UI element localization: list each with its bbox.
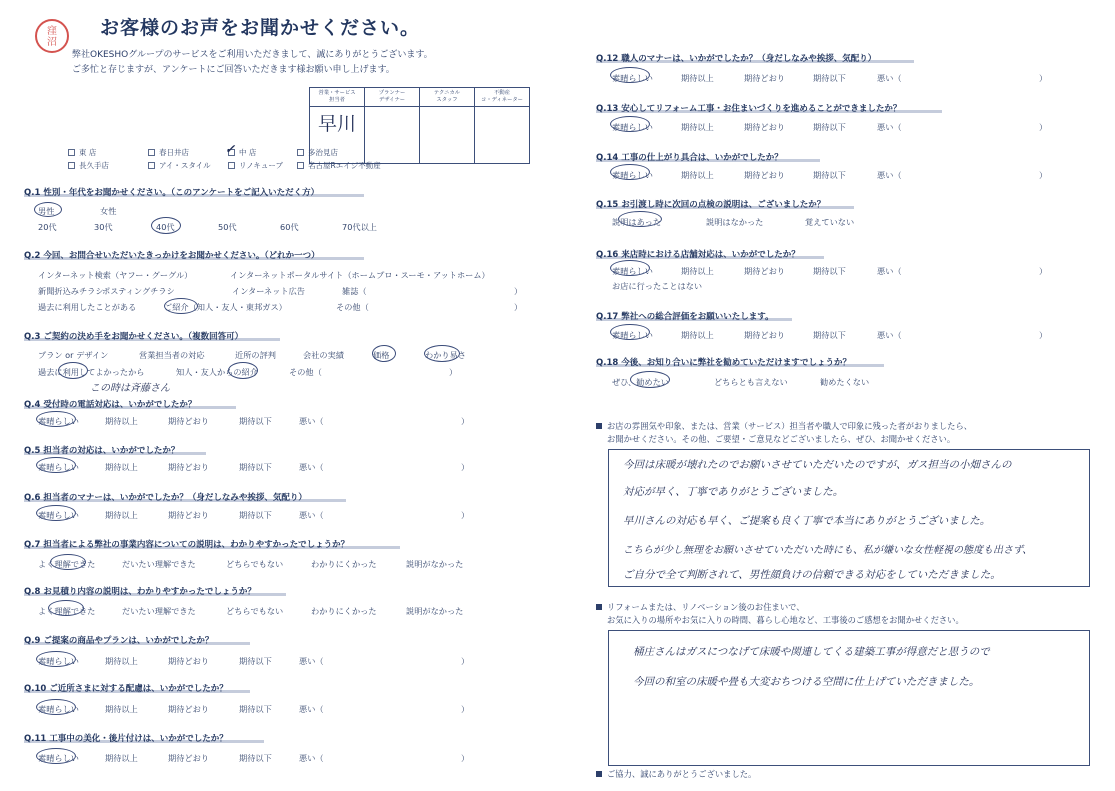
option[interactable]: 期待以上 (681, 170, 714, 180)
handwritten-line: ご自分で全て判断されて、男性顔負けの信頼できる対応をしていただきました。 (623, 569, 1001, 581)
option[interactable]: 素晴らしい (612, 73, 653, 83)
answer-circle (36, 457, 76, 473)
option: ） (449, 367, 458, 377)
answer-circle (164, 298, 198, 314)
staff-header: 不動産 コ・ディネーター (475, 88, 530, 107)
answer-circle (36, 651, 76, 667)
option[interactable]: 期待以上 (681, 330, 714, 340)
option[interactable]: 悪い（ (877, 330, 902, 340)
q17-options (612, 330, 1047, 341)
option[interactable]: 素晴らしい (38, 704, 79, 714)
option: ） (461, 462, 470, 472)
option: ） (514, 302, 523, 312)
q10-label: Q.10 ご近所さまに対する配慮は、いかがでしたか？ (24, 684, 228, 694)
option[interactable]: ご紹介（知人・友人・東邦ガス） (164, 302, 287, 312)
q6-options (38, 510, 469, 521)
intro-line-1: 弊社OKESHOグループのサービスをご利用いただきまして、誠にありがとうございます。 (72, 50, 433, 60)
option[interactable]: 悪い（ (877, 122, 902, 132)
option: ） (1039, 73, 1048, 83)
option[interactable]: 悪い（ (299, 656, 324, 666)
option[interactable]: 悪い（ (299, 704, 324, 714)
option[interactable]: わかり易さ (425, 350, 466, 360)
option[interactable]: 期待以下 (813, 170, 846, 180)
option: ） (461, 416, 470, 426)
q13-options (612, 122, 1047, 133)
option[interactable]: 60代 (280, 222, 299, 232)
q16-label: Q.16 来店時における店舗対応は、いかがでしたか？ (596, 250, 800, 260)
store-option[interactable]: 東 店 (68, 147, 148, 158)
answer-circle (36, 411, 76, 427)
option[interactable]: わかりにくかった (311, 606, 377, 616)
store-option[interactable]: 中 店 (228, 147, 297, 158)
option[interactable]: 近所の評判 (235, 350, 276, 360)
answer-circle (610, 67, 650, 83)
option[interactable]: 説明はあった (612, 217, 662, 227)
option[interactable]: 雑誌（ (342, 286, 367, 296)
option[interactable]: 期待どおり (168, 753, 209, 763)
q4-label: Q.4 受付時の電話対応は、いかがでしたか？ (24, 400, 197, 410)
answer-circle (48, 600, 84, 616)
option[interactable]: プラン or デザイン (38, 350, 109, 360)
staff-value-sales[interactable]: 早川 (310, 107, 365, 164)
option[interactable]: 素晴らしい (612, 122, 653, 132)
staff-value-technical[interactable] (420, 107, 475, 164)
option[interactable]: インターネットポータルサイト（ホームプロ・スーモ・アットホーム） (230, 270, 490, 280)
option[interactable]: 素晴らしい (612, 330, 653, 340)
answer-circle (36, 699, 76, 715)
handwritten-note: この時は斉藤さん (90, 383, 170, 394)
answer-circle (630, 371, 670, 388)
handwritten-line: 早川さんの対応も早く、ご提案も良く丁寧で本当にありがとうございました。 (623, 515, 991, 527)
store-stamp: 窪 沼 (35, 19, 69, 53)
option[interactable]: 説明がなかった (406, 559, 464, 569)
store-option[interactable]: 長久手店 (68, 160, 148, 171)
store-row-2 (68, 160, 381, 171)
q14-label: Q.14 工事の仕上がり具合は、いかがでしたか？ (596, 153, 783, 163)
option[interactable]: 悪い（ (299, 510, 324, 520)
option[interactable]: インターネット検索（ヤフー・グーグル） (38, 270, 193, 280)
option[interactable]: 営業担当者の対応 (139, 350, 205, 360)
answer-circle (34, 202, 62, 217)
q1-label: Q.1 性別・年代をお聞かせください。（このアンケートをご記入いただく方） (24, 188, 320, 198)
q2-line-1 (38, 270, 490, 281)
option[interactable]: 期待どおり (744, 73, 785, 83)
option[interactable]: どちらとも言えない (714, 377, 788, 387)
answer-circle (610, 324, 650, 340)
option[interactable]: 悪い（ (299, 753, 324, 763)
answer-circle (610, 116, 650, 132)
option[interactable]: 期待以下 (239, 704, 272, 714)
option[interactable]: 期待以上 (681, 73, 714, 83)
answer-circle (36, 748, 76, 764)
option[interactable]: 女性 (100, 206, 117, 216)
option[interactable]: よく理解できた (38, 606, 96, 616)
answer-circle (610, 164, 650, 180)
option[interactable]: 悪い（ (877, 266, 902, 276)
staff-value-realestate[interactable] (475, 107, 530, 164)
q16-extra (612, 281, 702, 292)
option[interactable]: ポスティングチラシ (102, 286, 175, 296)
option[interactable]: 期待どおり (744, 170, 785, 180)
option[interactable]: 素晴らしい (38, 510, 79, 520)
answer-circle (50, 554, 86, 570)
handwritten-line: 桶庄さんはガスにつなげて床暖や関連してくる建築工事が得意だと思うので (633, 646, 990, 658)
q7-label: Q.7 担当者による弊社の事業内容についての説明は、わかりやすかったでしょうか？ (24, 540, 350, 550)
option[interactable]: 素晴らしい (38, 416, 79, 426)
q18-label: Q.18 今後、お知り合いに弊社を勧めていただけますでしょうか？ (596, 358, 852, 368)
option[interactable]: お店に行ったことはない (612, 281, 703, 291)
option[interactable]: 20代 (38, 222, 57, 232)
q1-ages (38, 222, 377, 233)
option[interactable]: 過去に利用してよかったから (38, 367, 145, 377)
comment-2-box[interactable] (608, 630, 1090, 766)
option[interactable]: 悪い（ (877, 170, 902, 180)
q3-label: Q.3 ご契約の決め手をお聞かせください。（複数回答可） (24, 332, 244, 342)
staff-value-planner[interactable] (365, 107, 420, 164)
option: ） (514, 286, 523, 296)
answer-circle (618, 211, 662, 227)
store-option[interactable]: リノキューブ (228, 160, 297, 171)
store-option[interactable]: アイ・スタイル (148, 160, 228, 171)
q8-label: Q.8 お見積り内容の説明は、わかりやすかったでしょうか？ (24, 587, 256, 597)
answer-circle (424, 345, 460, 362)
q4-options (38, 416, 469, 427)
q14-options (612, 170, 1047, 181)
option[interactable]: その他（ (289, 367, 322, 377)
option[interactable]: その他（ (336, 302, 369, 312)
option[interactable]: 素晴らしい (612, 266, 653, 276)
q12-label: Q.12 職人のマナーは、いかがでしたか？（身だしなみや挨拶、気配り） (596, 54, 877, 64)
answer-circle (36, 505, 76, 521)
q17-label: Q.17 弊社への総合評価をお願いいたします。 (596, 312, 774, 322)
store-option[interactable]: 春日井店 (148, 147, 228, 158)
q11-options (38, 753, 469, 764)
handwritten-line: 今回は床暖が壊れたのでお願いさせていただいたのですが、ガス担当の小畑さんの (623, 459, 1012, 471)
q5-options (38, 462, 469, 473)
q11-label: Q.11 工事中の美化・後片付けは、いかがでしたか？ (24, 734, 228, 744)
option[interactable]: 価格 (373, 350, 390, 360)
option: ） (461, 656, 470, 666)
option[interactable]: だいたい理解できた (122, 559, 196, 569)
q8-options (38, 606, 463, 617)
q9-options (38, 656, 469, 667)
option[interactable]: 素晴らしい (38, 462, 79, 472)
comment-1-box[interactable] (608, 449, 1090, 587)
option[interactable]: 悪い（ (299, 416, 324, 426)
q2-line-2 (38, 286, 522, 297)
option[interactable]: 素晴らしい (38, 753, 79, 763)
option[interactable]: だいたい理解できた (122, 606, 196, 616)
option[interactable]: 期待以下 (239, 656, 272, 666)
option[interactable]: 説明はなかった (706, 217, 764, 227)
option[interactable]: 期待どおり (168, 510, 209, 520)
option[interactable]: 勧めたくない (820, 377, 870, 387)
option[interactable]: 過去に利用したことがある (38, 302, 137, 312)
option[interactable]: 期待以上 (681, 266, 714, 276)
option[interactable]: 期待以下 (813, 330, 846, 340)
option[interactable]: インターネット広告 (232, 286, 305, 296)
staff-header: テクニカル スタッフ (420, 88, 475, 107)
q2-line-3 (38, 302, 522, 313)
option[interactable]: 期待以下 (813, 122, 846, 132)
option[interactable]: 期待どおり (168, 462, 209, 472)
option[interactable]: 期待どおり (744, 330, 785, 340)
intro-line-2: ご多忙と存じますが、アンケートにご回答いただきます様お願い申し上げます。 (72, 65, 395, 75)
staff-header: プランナー デザイナー (365, 88, 420, 107)
q16-options (612, 266, 1047, 277)
q12-options (612, 73, 1047, 84)
answer-circle (58, 362, 88, 379)
option[interactable]: 期待以下 (239, 753, 272, 763)
q10-options (38, 704, 469, 715)
q13-label: Q.13 安心してリフォーム工事・お住まいづくりを進めることができましたか？ (596, 104, 902, 114)
handwritten-line: 対応が早く、丁寧でありがとうございました。 (623, 486, 844, 498)
q2-label: Q.2 今回、お問合せいただいたきっかけをお聞かせください。（どれか一つ） (24, 251, 320, 261)
staff-table (309, 87, 530, 164)
option[interactable]: 期待以上 (105, 753, 138, 763)
q3-line-1 (38, 350, 466, 361)
q5-label: Q.5 担当者の対応は、いかがでしたか？ (24, 446, 180, 456)
handwritten-line: こちらが少し無理をお願いさせていただいた時にも、私が嫌いな女性軽視の態度も出さず、 (623, 545, 1033, 556)
answer-circle (610, 260, 650, 276)
option[interactable]: 期待以上 (681, 122, 714, 132)
option: ） (1039, 170, 1048, 180)
q7-options (38, 559, 463, 570)
option[interactable]: 覚えていない (805, 217, 855, 227)
option[interactable]: どちらでもない (226, 606, 284, 616)
option[interactable]: 悪い（ (877, 73, 902, 83)
option[interactable]: 期待以下 (239, 462, 272, 472)
answer-circle (372, 345, 396, 362)
q15-label: Q.15 お引渡し時に次回の点検の説明は、ございましたか？ (596, 200, 826, 210)
handwritten-line: 今回の和室の床暖や畳も大変おちつける空間に仕上げていただきました。 (633, 676, 980, 688)
option[interactable]: 素晴らしい (612, 170, 653, 180)
store-row-1 (68, 147, 338, 158)
store-option[interactable]: 多治見店 (297, 147, 338, 158)
staff-header: 営業・サービス 担当者 (310, 88, 365, 107)
option[interactable]: ぜひ、勧めたい (612, 377, 669, 387)
option[interactable]: 期待以上 (105, 462, 138, 472)
option[interactable]: 素晴らしい (38, 656, 79, 666)
option: ） (1039, 122, 1048, 132)
option[interactable]: 男性 (38, 206, 55, 216)
option[interactable]: 30代 (94, 222, 113, 232)
option[interactable]: 期待以下 (813, 266, 846, 276)
option: ） (1039, 330, 1048, 340)
check-mark: ✓ (225, 142, 236, 156)
option: ） (461, 510, 470, 520)
option[interactable]: 期待以上 (105, 416, 138, 426)
option[interactable]: 期待どおり (168, 656, 209, 666)
option[interactable]: よく理解できた (38, 559, 96, 569)
comment-1-prompt: お店の雰囲気や印象、または、営業（サービス）担当者や職人で印象に残った者がおりましたら、 お聞かせください。その他、ご要望・ご意見などございましたら、ぜひ、お聞かせください。 (596, 420, 972, 446)
option: ） (461, 704, 470, 714)
option[interactable]: どちらでもない (226, 559, 284, 569)
option[interactable]: 期待どおり (168, 416, 209, 426)
option[interactable]: 新聞折込みチラシ (38, 286, 104, 296)
answer-circle (151, 217, 181, 234)
option[interactable]: 期待以下 (813, 73, 846, 83)
option[interactable]: わかりにくかった (311, 559, 377, 569)
option[interactable]: 40代 (156, 222, 175, 232)
option[interactable]: 悪い（ (299, 462, 324, 472)
option[interactable]: 70代以上 (342, 222, 377, 232)
store-option[interactable]: 名古屋Rエイジ不動産 (297, 160, 381, 171)
q6-label: Q.6 担当者のマナーは、いかがでしたか？（身だしなみや挨拶、気配り） (24, 493, 307, 503)
footer-thanks: ご協力、誠にありがとうございました。 (596, 768, 756, 781)
option[interactable]: 期待以上 (105, 656, 138, 666)
page-title: お客様のお声をお聞かせください。 (100, 17, 421, 39)
option: ） (1039, 266, 1048, 276)
option[interactable]: 期待以下 (239, 416, 272, 426)
q9-label: Q.9 ご提案の商品やプランは、いかがでしたか？ (24, 636, 214, 646)
option[interactable]: 期待以上 (105, 510, 138, 520)
option[interactable]: 期待以上 (105, 704, 138, 714)
option[interactable]: 期待どおり (168, 704, 209, 714)
option[interactable]: 説明がなかった (406, 606, 464, 616)
option[interactable]: 知人・友人からの紹介 (176, 367, 258, 377)
option[interactable]: 期待どおり (744, 266, 785, 276)
option[interactable]: 50代 (218, 222, 237, 232)
option: ） (461, 753, 470, 763)
comment-2-prompt: リフォームまたは、リノベーション後のお住まいで、 お気に入りの場所やお気に入りの時間、暮らし心地など、工事後のご感想をお聞かせください。 (596, 601, 964, 627)
option[interactable]: 会社の実績 (303, 350, 344, 360)
answer-circle (228, 362, 258, 379)
option[interactable]: 期待以下 (239, 510, 272, 520)
option[interactable]: 期待どおり (744, 122, 785, 132)
